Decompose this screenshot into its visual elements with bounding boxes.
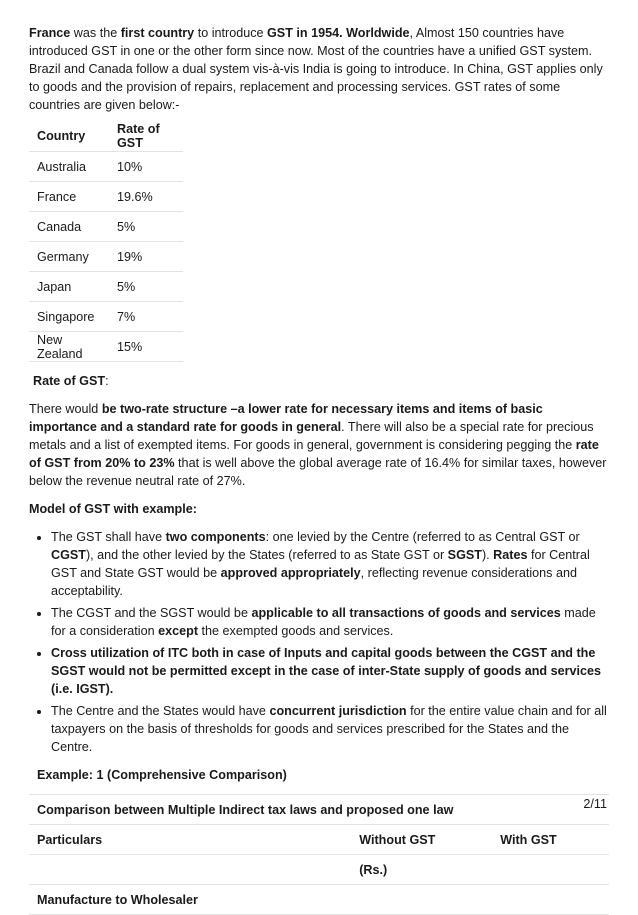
bullet-bold: applicable to all transactions of goods and services <box>251 606 561 620</box>
rate-paragraph <box>29 400 609 490</box>
country-cell: Germany <box>29 242 111 272</box>
bullet-bold: two components <box>165 530 266 544</box>
intro-france: France <box>29 26 71 40</box>
example-heading: Example: 1 (Comprehensive Comparison) <box>37 768 287 782</box>
bullet-bold: Rates <box>493 548 528 562</box>
table-header-row <box>29 120 183 152</box>
gst-rates-table <box>29 120 183 362</box>
table-row <box>29 302 183 332</box>
rate-cell: 5% <box>111 212 183 242</box>
comparison-title-cell: Comparison between Multiple Indirect tax laws and proposed one law <box>29 795 609 825</box>
intro-text: was the <box>70 26 121 40</box>
table-row <box>29 212 183 242</box>
rate-cell: 15% <box>111 332 183 362</box>
rate-structure-bold: be two-rate structure –a lower rate for necessary items and items of basic importance and a standard rate for goods in general <box>29 402 543 434</box>
table-row <box>29 332 183 362</box>
rate-cell: 19% <box>111 242 183 272</box>
intro-gst-1954: GST in 1954. Worldwide <box>267 26 410 40</box>
document-page <box>29 24 609 915</box>
rate-text: . There will also be a special rate for precious metals and a list of exempted items. For goods in general, government is considering pegging the <box>29 420 594 452</box>
bullet-text: for Central GST and State GST would be <box>51 548 590 580</box>
intro-text: , Almost 150 countries have introduced GST in one or the other form since now. Most of the countries have a unified GST system. Brazil and Canada follow a dual system vis-à-vis India is going to introduce. In China, GST applies only to goods and the provision of repairs, replacement and processing services. GST rates of some countries are given below:- <box>29 26 603 112</box>
bullet-bold: except <box>158 624 199 638</box>
list-item <box>51 644 609 698</box>
country-cell: Singapore <box>29 302 111 332</box>
header-rate: Rate of GST <box>111 120 183 152</box>
bullet-text: ). <box>481 548 494 562</box>
bullet-text: for the entire value chain and for all taxpayers on the basis of thresholds for goods and services prescribed for the States and the Centre. <box>51 704 607 754</box>
bullet-text: ), and the other levied by the States (referred to as State GST or <box>85 548 448 562</box>
empty-cell <box>29 855 351 885</box>
manufacture-row-cell: Manufacture to Wholesaler <box>29 885 609 915</box>
table-row <box>29 885 609 915</box>
list-item <box>51 702 609 756</box>
bullet-text: the exempted goods and services. <box>198 624 394 638</box>
rate-cell: 5% <box>111 272 183 302</box>
rate-cell: 7% <box>111 302 183 332</box>
rate-range-bold: rate of GST from 20% to 23% <box>29 438 599 470</box>
table-row <box>29 152 183 182</box>
intro-first-country: first country <box>120 26 195 40</box>
bullet-bold: concurrent jurisdiction <box>269 704 407 718</box>
table-row <box>29 242 183 272</box>
header-without-gst: Without GST <box>351 825 492 855</box>
bullet-text: made for a consideration <box>51 606 596 638</box>
list-item <box>51 528 609 600</box>
page-number: 2/11 <box>583 797 607 811</box>
intro-text: to introduce <box>194 26 268 40</box>
bullet-text: The Centre and the States would have <box>51 704 270 718</box>
rate-of-gst-heading <box>33 372 609 390</box>
list-item <box>51 604 609 640</box>
bullet-bold: SGST <box>447 548 482 562</box>
rate-cell: 19.6% <box>111 182 183 212</box>
rate-cell: 10% <box>111 152 183 182</box>
model-heading: Model of GST with example: <box>29 502 197 516</box>
unit-cell: (Rs.) <box>351 855 492 885</box>
bullet-text: : one levied by the Centre (referred to as Central GST or <box>265 530 580 544</box>
model-bullet-list <box>29 528 609 756</box>
table-row <box>29 825 609 855</box>
rate-title-colon: : <box>105 374 109 388</box>
country-cell: Canada <box>29 212 111 242</box>
header-particulars: Particulars <box>29 825 351 855</box>
header-country: Country <box>29 120 111 152</box>
table-row <box>29 182 183 212</box>
rate-text: that is well above the global average rate of 16.4% for similar taxes, however below the revenue neutral rate of 27%. <box>29 456 607 488</box>
bullet-bold: approved appropriately <box>220 566 361 580</box>
bullet-bold: CGST <box>51 548 86 562</box>
country-cell: France <box>29 182 111 212</box>
rate-text: There would <box>29 402 102 416</box>
bullet-text: , reflecting revenue considerations and acceptability. <box>51 566 577 598</box>
empty-cell <box>492 855 609 885</box>
country-cell: Australia <box>29 152 111 182</box>
table-row <box>29 272 183 302</box>
country-cell: New Zealand <box>29 332 111 362</box>
header-with-gst: With GST <box>492 825 609 855</box>
bullet-text: The GST shall have <box>51 530 166 544</box>
bullet-bold: Cross utilization of ITC both in case of Inputs and capital goods between the CGST and the SGST would not be permitted except in the case of inter-State supply of goods and services (i.e. IGST). <box>51 646 602 696</box>
table-row <box>29 795 609 825</box>
rate-title-text: Rate of GST <box>33 374 106 388</box>
intro-paragraph <box>29 24 609 114</box>
bullet-text: The CGST and the SGST would be <box>51 606 252 620</box>
country-cell: Japan <box>29 272 111 302</box>
comparison-table <box>29 794 609 915</box>
table-row <box>29 855 609 885</box>
